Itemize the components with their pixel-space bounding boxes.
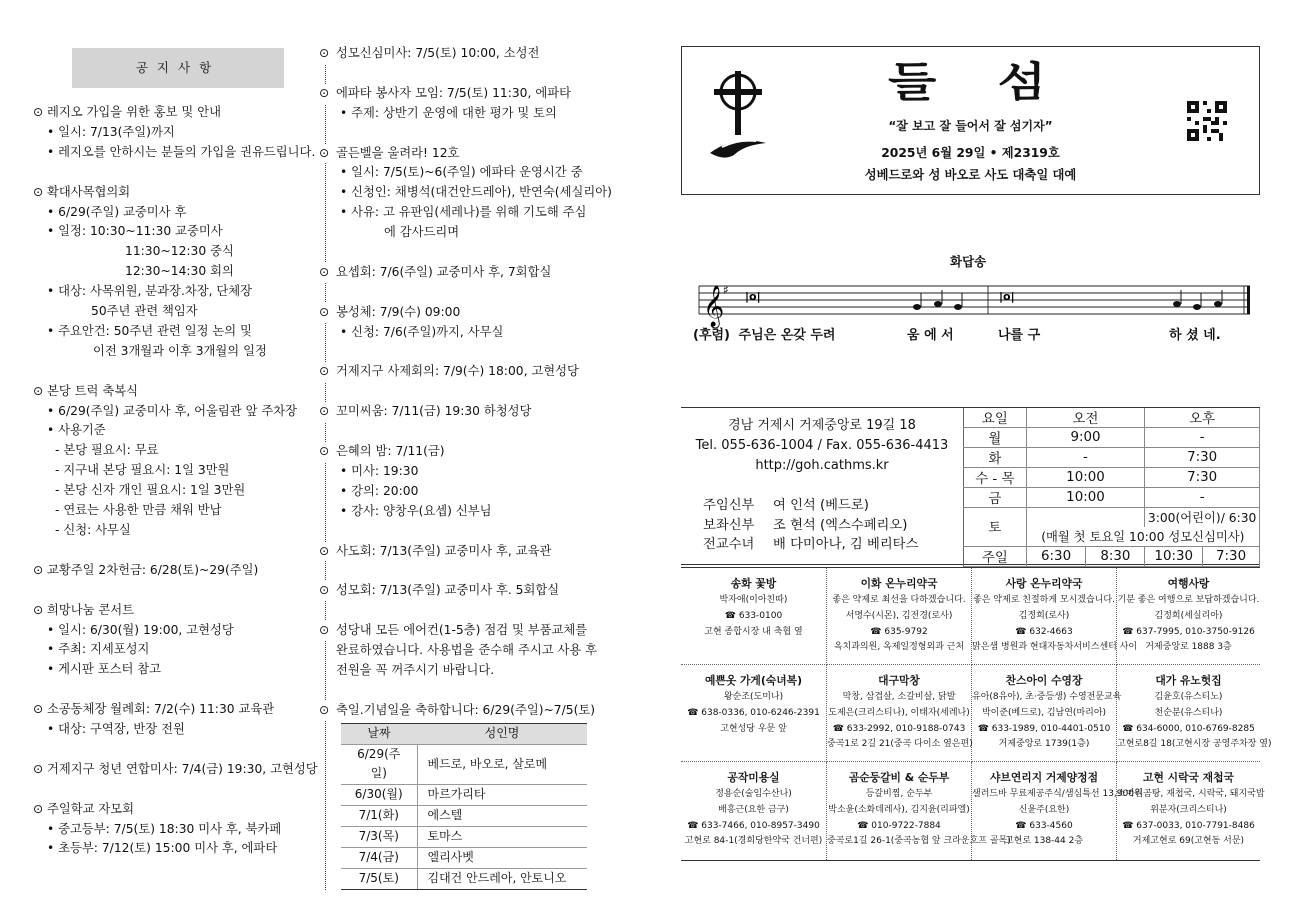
notice-heading-text: 성모신심미사: 7/5(토) 10:00, 소성전 xyxy=(336,46,540,60)
notice-title: 공지사항 xyxy=(72,48,284,88)
mass-header: 요일 xyxy=(964,408,1027,428)
ad-line: 천순분(유스티나) xyxy=(1154,707,1223,718)
feast-date: 7/3(목) xyxy=(341,827,417,848)
ad-line: 유아(8유아), 초·중등생) 수영전문교육 xyxy=(972,692,1122,702)
ad-card xyxy=(827,762,1011,860)
music-staff xyxy=(693,278,1258,326)
bulletin-name: 들 섬 xyxy=(887,58,1068,106)
ad-card xyxy=(827,665,972,762)
notice-detail: 12:30~14:30 회의 xyxy=(125,264,234,279)
ad-line: ☎ 638-0336, 010-6246-2391 xyxy=(687,707,820,718)
ad-line: ☎ 634-6000, 010-6769-8285 xyxy=(1122,723,1255,734)
feast-row xyxy=(341,806,587,827)
ad-card xyxy=(972,665,1122,762)
ad-line: ☎ 633-7466, 010-8957-3490 xyxy=(687,820,820,831)
notice-heading-text: 에파타 봉사자 모임: 7/5(토) 11:30, 에파타 xyxy=(336,85,571,100)
notice-heading-text: 레지오 가입을 위한 홍보 및 안내 xyxy=(47,105,221,119)
notice-detail: • 일정: 10:30~11:30 교중미사 xyxy=(47,224,223,239)
hymn-refrain: (후렴) xyxy=(693,328,730,343)
notice-item xyxy=(319,44,620,64)
mass-am xyxy=(1026,508,1145,527)
hymn-lyrics-2: 움 에 서 xyxy=(907,328,954,343)
ad-line: 왕순조(도미나) xyxy=(723,692,784,702)
ad-card xyxy=(681,762,827,860)
ad-title: 곰순둥갈비 & 순두부 xyxy=(848,771,950,784)
website-link[interactable]: http://goh.cathms.kr xyxy=(755,458,889,473)
feast-saint: 엘리사벳 xyxy=(417,848,587,869)
ad-line: 등갈비찜, 순두부 xyxy=(865,789,933,799)
notice-heading xyxy=(33,103,323,123)
mass-pm: 7:30 xyxy=(1145,448,1260,468)
feast-saint: 토마스 xyxy=(417,827,587,848)
ad-line: 정용순(술임수산나) xyxy=(715,789,792,799)
notice-detail: • 일시: 6/30(월) 19:00, 고현성당 xyxy=(47,622,234,637)
bulletin-masthead xyxy=(681,46,1260,195)
ad-line: 옥치과의원, 옥제일정형외과 근처 xyxy=(833,642,965,653)
feast-row xyxy=(341,744,587,785)
ad-title: 공작미용실 xyxy=(727,771,780,784)
mass-day: 주일 xyxy=(964,546,1027,566)
notice-heading xyxy=(33,561,323,581)
notice-detail: 이전 3개월과 이후 3개월의 일정 xyxy=(93,343,267,358)
ad-line: 박자애(이아친따) xyxy=(719,595,788,605)
mass-pm: 10:30 xyxy=(1145,546,1203,566)
notice-item xyxy=(319,303,620,343)
ad-line: ☎ 633-2992, 010-9188-0743 xyxy=(832,723,966,734)
feast-saint: 김대건 안드레아, 안토니오 xyxy=(417,868,587,889)
notice-heading-text: 사도회: 7/13(주일) 교중미사 후, 교육관 xyxy=(336,543,552,558)
notice-heading xyxy=(33,601,323,621)
staff-list xyxy=(703,496,918,555)
svg-text:|o|: |o| xyxy=(999,290,1015,303)
bullet-icon: ⊙ xyxy=(319,701,336,721)
notice-heading-text: 요셉회: 7/6(주일) 교중미사 후, 7회합실 xyxy=(336,264,552,279)
mass-pm: 7:30 xyxy=(1145,468,1260,488)
bullet-icon: ⊙ xyxy=(319,303,336,323)
feast-saint: 베드로, 바오로, 살로메 xyxy=(417,744,587,785)
bullet-icon: ⊙ xyxy=(319,84,336,104)
hymn-lyrics-3: 나를 구 xyxy=(998,328,1041,343)
notices-right-column xyxy=(319,44,620,890)
mass-day: 토 xyxy=(964,508,1027,547)
notice-detail: • 신청: 7/6(주일)까지, 사무실 xyxy=(340,324,504,339)
mass-am: 10:00 xyxy=(1026,488,1145,508)
ad-card xyxy=(1117,568,1260,665)
qr-code-icon xyxy=(1187,101,1227,141)
ad-line: 박이준(베드로), 김남연(마리아) xyxy=(981,707,1107,718)
ad-line: 김정희(세실리아) xyxy=(1154,610,1223,621)
notice-item xyxy=(33,601,323,681)
ad-title: 샤브연리지 거제양정점 xyxy=(989,771,1099,784)
notice-heading-text: 교황주일 2차헌금: 6/28(토)~29(주일) xyxy=(47,562,259,577)
staff-name: 조 현석 (엑스수페리오) xyxy=(773,517,908,533)
notice-item xyxy=(33,561,323,581)
notice-detail: 완료하였습니다. 사용법을 준수해 주시고 사용 후 xyxy=(336,643,598,658)
feast-row xyxy=(341,785,587,806)
notice-detail: • 6/29(주일) 교중미사 후 xyxy=(47,204,187,219)
bullet-icon: ⊙ xyxy=(33,562,44,577)
notice-item xyxy=(319,144,620,244)
staff-name: 여 인석 (베드로) xyxy=(773,498,869,513)
notice-heading xyxy=(319,701,620,721)
notice-detail: - 연료는 사용한 만큼 채워 반납 xyxy=(55,503,222,518)
ad-line: 고현로 84-1(경희당한약국 건너편) xyxy=(684,836,823,847)
bullet-icon: ⊙ xyxy=(33,105,44,119)
notice-heading-text: 봉성체: 7/9(수) 09:00 xyxy=(336,304,461,319)
notice-detail: • 대상: 구역장, 반장 전원 xyxy=(47,722,185,737)
notice-heading-text: 주일학교 자모회 xyxy=(47,801,135,816)
bulletin-motto: “잘 보고 잘 들어서 잘 섬기자” xyxy=(888,119,1053,133)
mass-pm: 3:00(어린이)/ 6:30 xyxy=(1145,508,1260,527)
notice-item xyxy=(319,263,620,283)
sponsor-ads xyxy=(681,567,1272,861)
bullet-icon: ⊙ xyxy=(33,602,44,617)
notice-heading xyxy=(319,303,620,323)
ad-line: ☎ 637-7995, 010-3750-9126 xyxy=(1122,626,1255,637)
notice-item xyxy=(319,701,620,890)
ad-line: ☎ 635-9792 xyxy=(870,626,928,637)
feast-saint: 마르가리타 xyxy=(417,785,587,806)
phone-line: Tel. 055-636-1004 / Fax. 055-636-4413 xyxy=(695,438,949,453)
ad-line: 도제은(크리스티나), 이태자(세레나) xyxy=(828,707,970,718)
notice-detail: 에 감사드리며 xyxy=(384,225,460,240)
mass-am: 8:30 xyxy=(1086,546,1145,566)
notice-detail: • 일시: 7/5(토)~6(주일) 에파타 운영시간 중 xyxy=(340,165,583,180)
staff-role: 전교수녀 xyxy=(703,537,755,552)
ad-card xyxy=(1117,762,1265,860)
notice-heading xyxy=(319,542,620,562)
svg-text:♯: ♯ xyxy=(723,283,729,297)
feast-row xyxy=(341,827,587,848)
notice-detail: • 사용기준 xyxy=(47,423,106,438)
mass-pm: 7:30 xyxy=(1203,546,1260,566)
notice-detail: • 중고등부: 7/5(토) 18:30 미사 후, 북카페 xyxy=(47,821,282,836)
mass-day: 월 xyxy=(964,428,1027,448)
bullet-icon: ⊙ xyxy=(319,402,336,422)
mass-pm: - xyxy=(1145,488,1260,508)
notices-left-column xyxy=(33,103,323,879)
bullet-icon: ⊙ xyxy=(33,383,44,398)
staff-role: 보좌신부 xyxy=(703,517,755,533)
notice-heading-text: 소공동체장 월례회: 7/2(수) 11:30 교육관 xyxy=(47,702,275,717)
notice-detail: - 본당 신자 개인 필요시: 1일 3만원 xyxy=(55,483,246,498)
hymn-title: 화답송 xyxy=(950,254,987,269)
bullet-icon: ⊙ xyxy=(33,702,44,717)
ad-line: 좋은 약제로 최선을 다하겠습니다. xyxy=(832,595,966,605)
notice-heading-text: 성모회: 7/13(주일) 교중미사 후. 5회합실 xyxy=(336,583,560,598)
feast-table-header: 성인명 xyxy=(417,723,587,744)
mass-day: 화 xyxy=(964,448,1027,468)
notice-heading-text: 확대사목협의회 xyxy=(47,184,131,199)
ad-title: 이화 온누리약국 xyxy=(860,577,938,590)
ad-line: 기분 좋은 여행으로 보답하겠습니다. xyxy=(1117,595,1260,605)
notice-heading xyxy=(319,402,620,422)
feast-date: 6/29(주일) xyxy=(341,744,417,785)
notice-detail: 전원을 꼭 꺼주시기 바랍니다. xyxy=(336,662,495,677)
notice-detail: • 강사: 양창우(요셉) 신부님 xyxy=(340,503,492,518)
notice-detail: • 레지오를 안하시는 분들의 가입을 권유드립니다. xyxy=(47,144,316,159)
feast-table-header: 날짜 xyxy=(341,723,417,744)
feast-date: 7/4(금) xyxy=(341,848,417,869)
ad-line: 배흥근(요한 금구) xyxy=(718,804,789,815)
bullet-icon: ⊙ xyxy=(319,263,336,283)
notice-item xyxy=(319,442,620,522)
notice-heading-text: 희망나눔 콘서트 xyxy=(47,602,135,617)
notice-detail: - 지구내 본당 필요시: 1일 3만원 xyxy=(55,463,230,478)
notice-item xyxy=(319,362,620,382)
notice-heading-text: 축일.기념일을 축하합니다: 6/29(주일)~7/5(토) xyxy=(336,702,596,717)
ad-line: ☎ 632-4663 xyxy=(1015,626,1073,637)
ad-line: 샐러드바 무료제공주식/샘심특선 13,900원 xyxy=(972,789,1143,799)
notice-heading-text: 거제지구 사제회의: 7/9(수) 18:00, 고현성당 xyxy=(336,364,579,379)
ad-line: 거제중앙로 1888 3층 xyxy=(1145,642,1232,653)
ad-line: 거제중앙로 1739(1층) xyxy=(998,739,1090,750)
mass-am: 9:00 xyxy=(1026,428,1145,448)
ad-title: 대가 유노헛집 xyxy=(1155,674,1222,687)
feast-date: 6/30(월) xyxy=(341,785,417,806)
bullet-icon: ⊙ xyxy=(33,761,44,776)
responsorial-psalm xyxy=(693,250,1258,350)
hymn-lyrics xyxy=(693,324,1221,343)
notice-item xyxy=(319,542,620,562)
notice-detail: • 주제: 상반기 운영에 대한 평가 및 토의 xyxy=(340,105,557,120)
ad-line: 고현로8길 18(고현시장 공영주차장 옆) xyxy=(1117,739,1272,750)
ad-line: 소머리곰탕, 재첩국, 시락국, 돼지국밥 xyxy=(1117,789,1265,799)
ad-line: ☎ 637-0033, 010-7791-8486 xyxy=(1122,820,1255,831)
staff-name: 배 다미아나, 김 베리타스 xyxy=(773,537,919,552)
notice-detail: 50주년 관련 책임자 xyxy=(91,304,198,319)
ad-line: ☎ 633-1989, 010-4401-0510 xyxy=(977,723,1111,734)
ad-line: 고현로 138-44 2층 xyxy=(1004,836,1084,847)
notice-item xyxy=(33,700,323,740)
feast-row xyxy=(341,848,587,869)
notice-heading-text: 골든벨을 울려라! 12호 xyxy=(336,145,460,160)
ad-line: ☎ 010-9722-7884 xyxy=(857,820,941,831)
notice-item xyxy=(33,800,323,860)
ad-line: ☎ 633-0100 xyxy=(724,610,783,621)
bullet-icon: ⊙ xyxy=(319,362,336,382)
ad-line: 서명수(시몬), 김전경(로사) xyxy=(845,610,953,621)
ad-line: 중곡로1길 26-1(중곡농협 앞 크라운호프 골목) xyxy=(827,836,1011,847)
staff-role: 주임신부 xyxy=(703,498,755,513)
notice-item xyxy=(319,402,620,422)
notice-detail: • 게시판 포스터 참고 xyxy=(47,662,162,677)
notice-item xyxy=(33,382,323,541)
notice-detail: • 일시: 7/13(주일)까지 xyxy=(47,124,175,139)
address-line: 경남 거제시 거제중앙로 19길 18 xyxy=(728,418,916,433)
ad-title: 여행사랑 xyxy=(1167,577,1210,590)
bulletin-date: 2025년 6월 29일 • 제2319호 xyxy=(881,146,1060,160)
ad-line: 맑은샘 병원과 현대자동차서비스센터 사이 xyxy=(972,642,1138,653)
notice-detail: • 대상: 사목위원, 분과장.차장, 단체장 xyxy=(47,284,253,299)
notice-item xyxy=(33,760,323,780)
ad-line: 신윤주(요한) xyxy=(1018,804,1070,815)
mass-am: - xyxy=(1026,448,1145,468)
bullet-icon: ⊙ xyxy=(319,621,336,641)
notice-heading xyxy=(33,183,323,203)
ad-title: 예쁜옷 가게(숙녀복) xyxy=(704,674,803,687)
notice-heading-text: 본당 트럭 축복식 xyxy=(47,383,138,398)
ad-card xyxy=(972,762,1143,860)
ad-line: 김정희(로사) xyxy=(1018,610,1070,621)
bullet-icon: ⊙ xyxy=(319,144,336,164)
ad-line: 고현성당 우문 앞 xyxy=(720,723,787,734)
ad-title: 찬스아이 수영장 xyxy=(1005,674,1083,687)
bullet-icon: ⊙ xyxy=(319,442,336,462)
notice-heading-text: 거제지구 청년 연합미사: 7/4(금) 19:30, 고현성당 xyxy=(47,761,318,776)
ad-line: 김윤호(유스티노) xyxy=(1154,692,1223,702)
mass-day: 금 xyxy=(964,488,1027,508)
ad-line: 막창, 삼겹살, 소갈비살, 닭발 xyxy=(842,692,956,702)
notice-detail: • 6/29(주일) 교중미사 후, 어울림관 앞 주차장 xyxy=(47,403,298,418)
notice-detail: • 미사: 19:30 xyxy=(340,463,419,478)
ad-line: 거제고현로 69(고현동 서문) xyxy=(1132,836,1245,847)
notice-heading xyxy=(33,800,323,820)
notice-detail: • 주최: 지세포성지 xyxy=(47,642,150,657)
mass-am: 10:00 xyxy=(1026,468,1145,488)
bullet-icon: ⊙ xyxy=(33,801,44,816)
bulletin-feast: 성베드로와 성 바오로 사도 대축일 대예 xyxy=(864,168,1077,182)
notice-heading xyxy=(319,263,620,283)
ad-line: 고현 종합시장 내 축협 옆 xyxy=(704,626,803,637)
notice-detail: 11:30~12:30 중식 xyxy=(125,244,234,259)
notice-heading xyxy=(33,760,323,780)
notice-detail: - 신청: 사무실 xyxy=(55,523,131,537)
notice-heading-text: 성당내 모든 에어컨(1-5층) 점검 및 부품교체를 xyxy=(336,623,588,638)
notice-heading xyxy=(319,144,620,164)
feast-day-table xyxy=(341,723,587,890)
mass-note: (매월 첫 토요일 10:00 성모신심미사) xyxy=(1026,527,1259,546)
mass-day: 수 - 목 xyxy=(964,468,1027,488)
mass-header: 오후 xyxy=(1145,408,1260,428)
bullet-icon: ⊙ xyxy=(319,44,336,64)
notice-item xyxy=(319,581,620,601)
ad-line: 좋은 약제로 친절하게 모시겠습니다. xyxy=(973,595,1115,605)
ad-card xyxy=(681,568,827,665)
ad-line: ☎ 633-4560 xyxy=(1015,820,1073,831)
notice-heading-text: 꼬미씨움: 7/11(금) 19:30 하청성당 xyxy=(336,404,532,419)
parish-address xyxy=(681,416,963,476)
notice-detail: • 강의: 20:00 xyxy=(340,483,419,498)
bullet-icon: ⊙ xyxy=(319,542,336,562)
hymn-lyrics-4: 하 셨 네. xyxy=(1169,328,1221,343)
feast-date: 7/1(화) xyxy=(341,806,417,827)
notice-heading xyxy=(319,442,620,462)
notice-heading xyxy=(319,84,620,104)
notice-detail: • 초등부: 7/12(토) 15:00 미사 후, 에파타 xyxy=(47,841,278,856)
ad-line: 위분자(크리스티나) xyxy=(1150,804,1227,815)
notice-item xyxy=(319,84,620,124)
ad-card xyxy=(827,568,972,665)
mass-pm: - xyxy=(1145,428,1260,448)
bullet-icon: ⊙ xyxy=(33,184,44,199)
parish-info xyxy=(681,407,1260,565)
mass-header: 오전 xyxy=(1026,408,1145,428)
notice-heading xyxy=(319,362,620,382)
ad-line: 박소윤(소화데레사), 김지윤(리파엘) xyxy=(828,804,970,815)
ad-line: 중곡1로 2길 21(중곡 다이소 옆은편) xyxy=(827,739,973,750)
notice-heading xyxy=(33,382,323,402)
ad-title: 대구막창 xyxy=(878,674,920,687)
svg-text:𝄞: 𝄞 xyxy=(703,286,725,327)
notice-item xyxy=(33,103,323,163)
notice-heading xyxy=(33,700,323,720)
notice-item xyxy=(33,183,323,362)
notice-heading-text: 은혜의 밤: 7/11(금) xyxy=(336,444,445,459)
notice-heading xyxy=(319,621,620,641)
ad-title: 고현 시락국 재첩국 xyxy=(1143,771,1234,784)
notice-detail: • 주요안건: 50주년 관련 일정 논의 및 xyxy=(47,323,252,338)
feast-saint: 에스텔 xyxy=(417,806,587,827)
notice-heading xyxy=(319,44,620,64)
feast-row xyxy=(341,868,587,889)
ad-card xyxy=(1117,665,1272,762)
svg-text:|o|: |o| xyxy=(745,290,761,303)
notice-item xyxy=(319,621,620,681)
notice-heading xyxy=(319,581,620,601)
bullet-icon: ⊙ xyxy=(319,581,336,601)
ad-card xyxy=(681,665,827,762)
notice-detail: - 본당 필요시: 무료 xyxy=(55,443,159,458)
hymn-lyrics-1: 주님은 온갖 두려 xyxy=(738,328,836,343)
ad-title: 송화 꽃방 xyxy=(730,577,777,590)
ad-card xyxy=(972,568,1138,665)
ad-title: 사랑 온누리약국 xyxy=(1005,577,1083,590)
mass-times-table xyxy=(963,408,1260,567)
notice-detail: • 신청인: 채병석(대건안드레아), 반연숙(세실리아) xyxy=(340,185,612,200)
mass-am: 6:30 xyxy=(1026,546,1086,566)
notice-detail: • 사유: 고 유판임(세레나)를 위해 기도해 주심 xyxy=(340,205,587,220)
feast-date: 7/5(토) xyxy=(341,868,417,889)
